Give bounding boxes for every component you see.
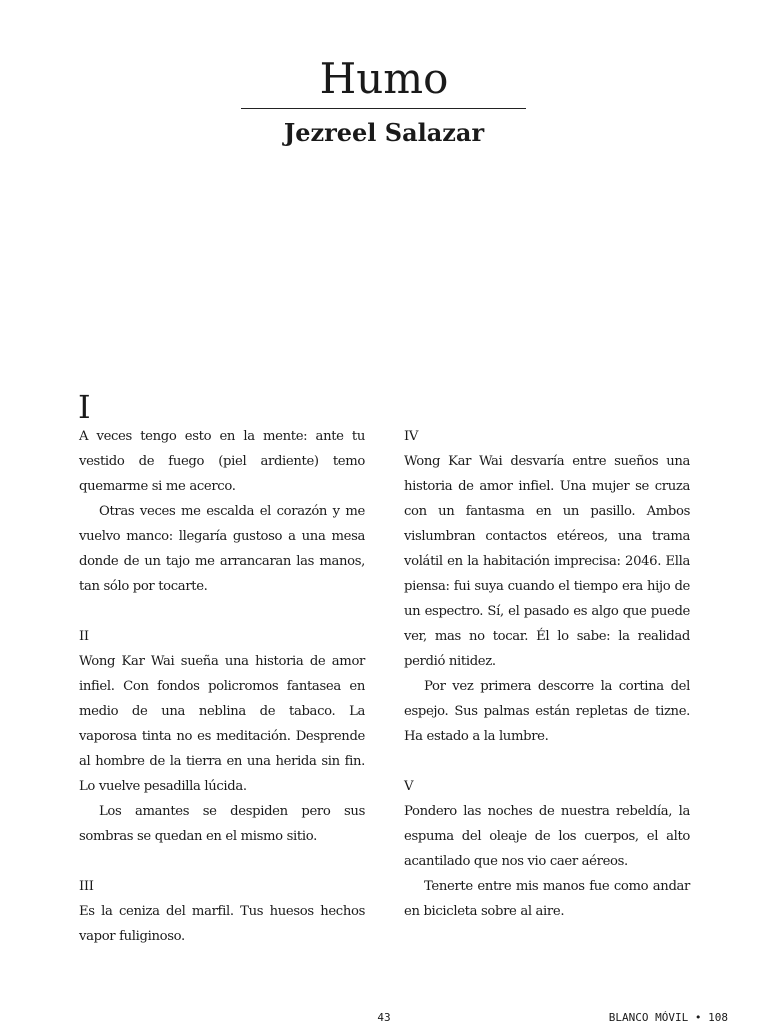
section-i-paragraph-1: A veces tengo esto en la mente: ante tu vestido de fuego (piel ardiente) temo quemarme si me acerco. bbox=[79, 429, 365, 494]
section-iv-paragraph-2: Por vez primera descorre la cortina del espejo. Sus palmas están repletas de tizne. Ha estado a la lumbre. bbox=[404, 679, 690, 744]
author-name: Jezreel Salazar bbox=[283, 118, 485, 147]
publication-footer: BLANCO MÓVIL • 108 bbox=[608, 1011, 728, 1024]
section-numeral-v: V bbox=[404, 779, 414, 794]
left-column bbox=[79, 424, 365, 949]
poem-title: Humo bbox=[319, 54, 449, 103]
section-gap bbox=[79, 599, 365, 624]
page-number: 43 bbox=[377, 1011, 391, 1024]
section-numeral-i: I bbox=[78, 388, 91, 426]
right-column bbox=[404, 424, 690, 924]
section-gap bbox=[79, 849, 365, 874]
section-numeral-iv: IV bbox=[404, 429, 419, 444]
section-numeral-ii: II bbox=[79, 629, 89, 644]
title-rule bbox=[241, 108, 526, 109]
section-ii-paragraph-2: Los amantes se despiden pero sus sombras se quedan en el mismo sitio. bbox=[79, 804, 365, 844]
section-numeral-iii: III bbox=[79, 879, 94, 894]
section-v-paragraph-2: Tenerte entre mis manos fue como andar en bicicleta sobre al aire. bbox=[404, 879, 690, 919]
section-iv-paragraph-1: Wong Kar Wai desvaría entre sueños una historia de amor infiel. Una mujer se cruza con un fantasma en un pasillo. Ambos vislumbran contactos etéreos, una trama volátil en la habitación imprecisa: 2046. Ella piensa: fui suya cuando el tiempo era hijo de un espectro. Sí, el pasado es algo que puede ver, mas no tocar. Él lo sabe: la realidad perdió nitidez. bbox=[404, 454, 690, 669]
section-i-paragraph-2: Otras veces me escalda el corazón y me vuelvo manco: llegaría gustoso a una mesa donde de un tajo me arrancaran las manos, tan sólo por tocarte. bbox=[79, 504, 365, 594]
section-iii-paragraph-1: Es la ceniza del marfil. Tus huesos hechos vapor fuliginoso. bbox=[79, 904, 365, 944]
section-v-paragraph-1: Pondero las noches de nuestra rebeldía, la espuma del oleaje de los cuerpos, el alto acantilado que nos vio caer aéreos. bbox=[404, 804, 690, 869]
section-ii-paragraph-1: Wong Kar Wai sueña una historia de amor infiel. Con fondos policromos fantasea en medio de una neblina de tabaco. La vaporosa tinta no es meditación. Desprende al hombre de la tierra en una herida sin fin. Lo vuelve pesadilla lúcida. bbox=[79, 654, 365, 794]
section-gap bbox=[404, 749, 690, 774]
